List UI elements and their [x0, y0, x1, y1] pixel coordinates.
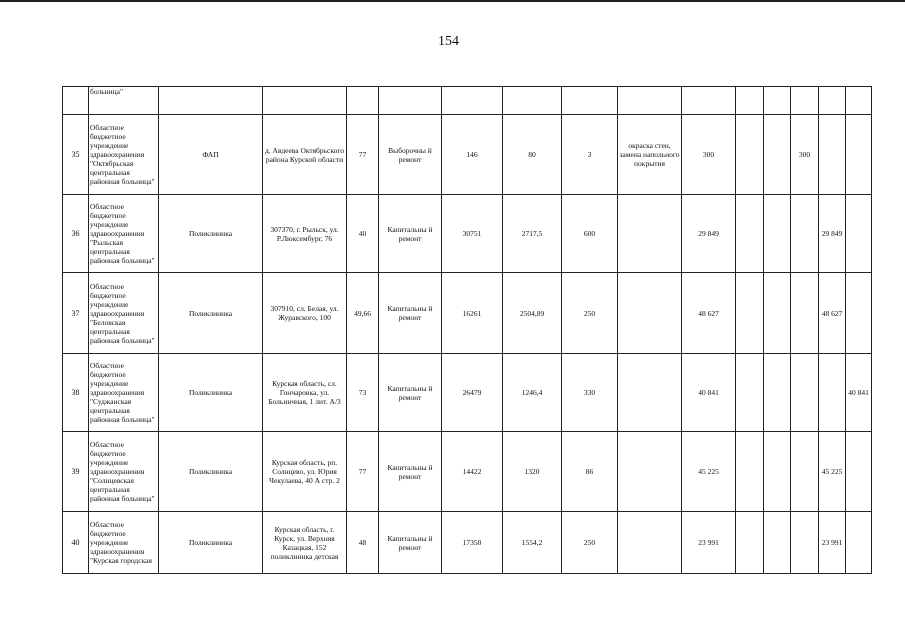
- cell-c15: [846, 512, 872, 574]
- cell-c15: [846, 273, 872, 354]
- cell-c14: 45 225: [819, 432, 846, 512]
- cell-c15: [846, 195, 872, 273]
- cell-c8: 86: [562, 432, 618, 512]
- cell-c13: [791, 273, 819, 354]
- cell-empty: [263, 87, 347, 115]
- cell-org: Областное бюджетное учреждение здравоохранения "Курская городская: [89, 512, 159, 574]
- cell-num: 38: [63, 354, 89, 432]
- cell-c10: 23 991: [682, 512, 736, 574]
- cell-empty: [764, 87, 791, 115]
- cell-org: Областное бюджетное учреждение здравоохранения "Солнцевская центральная районная больница": [89, 432, 159, 512]
- table-row: [63, 273, 872, 354]
- cell-c11: [736, 273, 764, 354]
- cell-c14: [819, 354, 846, 432]
- cell-c6: 146: [442, 115, 503, 195]
- cell-c11: [736, 432, 764, 512]
- cell-address: Курская область, рп. Солнцево, ул. Юрия Чекулаева, 40 А стр. 2: [263, 432, 347, 512]
- cell-c15: [846, 432, 872, 512]
- cell-work: Капитальны й ремонт: [379, 195, 442, 273]
- cell-work: Выборочны й ремонт: [379, 115, 442, 195]
- cell-c7: 1554,2: [503, 512, 562, 574]
- cell-empty: [503, 87, 562, 115]
- cell-address: Курская область, сл. Гончаровка, ул. Больничная, 1 лит. А/3: [263, 354, 347, 432]
- cell-c8: 330: [562, 354, 618, 432]
- cell-num: 39: [63, 432, 89, 512]
- cell-org: Областное бюджетное учреждение здравоохранения "Октябрьская центральная районная больница": [89, 115, 159, 195]
- cell-c14: 29 849: [819, 195, 846, 273]
- cell-num: 37: [63, 273, 89, 354]
- top-border-line: [0, 0, 905, 2]
- table-row: [63, 512, 872, 574]
- cell-org: больница": [89, 87, 159, 115]
- table-row: [63, 115, 872, 195]
- cell-c12: [764, 273, 791, 354]
- cell-c11: [736, 354, 764, 432]
- repair-table: [62, 86, 872, 574]
- cell-c8: 3: [562, 115, 618, 195]
- cell-address: Курская область, г. Курск, ул. Верхняя Казацкая, 152 поликлиника детская: [263, 512, 347, 574]
- cell-c13: [791, 195, 819, 273]
- cell-c11: [736, 195, 764, 273]
- cell-empty: [682, 87, 736, 115]
- cell-num: 40: [63, 512, 89, 574]
- cell-c12: [764, 354, 791, 432]
- cell-c14: 23 991: [819, 512, 846, 574]
- cell-c15: 40 841: [846, 354, 872, 432]
- cell-empty: [347, 87, 379, 115]
- cell-c4: 40: [347, 195, 379, 273]
- cell-empty: [736, 87, 764, 115]
- cell-empty: [618, 87, 682, 115]
- cell-c6: 17350: [442, 512, 503, 574]
- cell-empty: [846, 87, 872, 115]
- cell-org: Областное бюджетное учреждение здравоохранения "Суджанская центральная районная больница": [89, 354, 159, 432]
- cell-c9: [618, 273, 682, 354]
- cell-type: Поликлиника: [159, 273, 263, 354]
- cell-c6: 30751: [442, 195, 503, 273]
- cell-c6: 14422: [442, 432, 503, 512]
- cell-c11: [736, 512, 764, 574]
- repair-table-container: [62, 86, 872, 574]
- cell-c9: [618, 354, 682, 432]
- cell-c10: 29 849: [682, 195, 736, 273]
- cell-c4: 73: [347, 354, 379, 432]
- cell-c11: [736, 115, 764, 195]
- cell-c4: 77: [347, 115, 379, 195]
- cell-empty: [819, 87, 846, 115]
- cell-empty: [442, 87, 503, 115]
- cell-num: 35: [63, 115, 89, 195]
- cell-c13: [791, 432, 819, 512]
- cell-c9: [618, 432, 682, 512]
- cell-c7: 1246,4: [503, 354, 562, 432]
- cell-c14: [819, 115, 846, 195]
- cell-c7: 2504,89: [503, 273, 562, 354]
- cell-c10: 48 627: [682, 273, 736, 354]
- cell-type: Поликлиника: [159, 354, 263, 432]
- cell-c8: 250: [562, 273, 618, 354]
- page-number: 154: [438, 34, 459, 49]
- cell-address: 307910, сл. Белая, ул. Журавского, 100: [263, 273, 347, 354]
- cell-org: Областное бюджетное учреждение здравоохранения "Рыльская центральная районная больница": [89, 195, 159, 273]
- footer-text: [300, 632, 640, 638]
- table-row: [63, 432, 872, 512]
- cell-c9: [618, 195, 682, 273]
- cell-c13: [791, 512, 819, 574]
- cell-empty: [379, 87, 442, 115]
- cell-c6: 16261: [442, 273, 503, 354]
- cell-c12: [764, 195, 791, 273]
- cell-c12: [764, 512, 791, 574]
- cell-num: 36: [63, 195, 89, 273]
- cell-c4: 77: [347, 432, 379, 512]
- cell-c12: [764, 115, 791, 195]
- cell-c6: 26479: [442, 354, 503, 432]
- cell-c8: 600: [562, 195, 618, 273]
- cell-type: Поликлиника: [159, 195, 263, 273]
- cell-work: Капитальны й ремонт: [379, 354, 442, 432]
- table-row: [63, 354, 872, 432]
- cell-type: Поликлиника: [159, 432, 263, 512]
- cell-num: [63, 87, 89, 115]
- cell-c10: 300: [682, 115, 736, 195]
- cell-empty: [791, 87, 819, 115]
- cell-c15: [846, 115, 872, 195]
- cell-address: 307370, г. Рыльск, ул. Р.Люксембург, 76: [263, 195, 347, 273]
- cell-org: Областное бюджетное учреждение здравоохранения "Беловская центральная районная больница": [89, 273, 159, 354]
- cell-work: Капитальны й ремонт: [379, 273, 442, 354]
- cell-work: Капитальны й ремонт: [379, 432, 442, 512]
- cell-address: д. Авдеева Октябрьского района Курской области: [263, 115, 347, 195]
- cell-c9: [618, 512, 682, 574]
- table-row-partial: [63, 87, 872, 115]
- cell-c7: 2717,5: [503, 195, 562, 273]
- cell-c4: 48: [347, 512, 379, 574]
- cell-c4: 49,66: [347, 273, 379, 354]
- cell-c7: 1320: [503, 432, 562, 512]
- cell-type: ФАП: [159, 115, 263, 195]
- table-row: [63, 195, 872, 273]
- cell-work: Капитальны й ремонт: [379, 512, 442, 574]
- cell-c8: 250: [562, 512, 618, 574]
- cell-c13: 300: [791, 115, 819, 195]
- cell-empty: [159, 87, 263, 115]
- cell-c14: 48 627: [819, 273, 846, 354]
- cell-c7: 80: [503, 115, 562, 195]
- cell-c13: [791, 354, 819, 432]
- cell-c10: 45 225: [682, 432, 736, 512]
- cell-empty: [562, 87, 618, 115]
- cell-c10: 40 841: [682, 354, 736, 432]
- cell-c9: окраска стен, замена напольного покрытия: [618, 115, 682, 195]
- cell-c12: [764, 432, 791, 512]
- cell-type: Поликлиника: [159, 512, 263, 574]
